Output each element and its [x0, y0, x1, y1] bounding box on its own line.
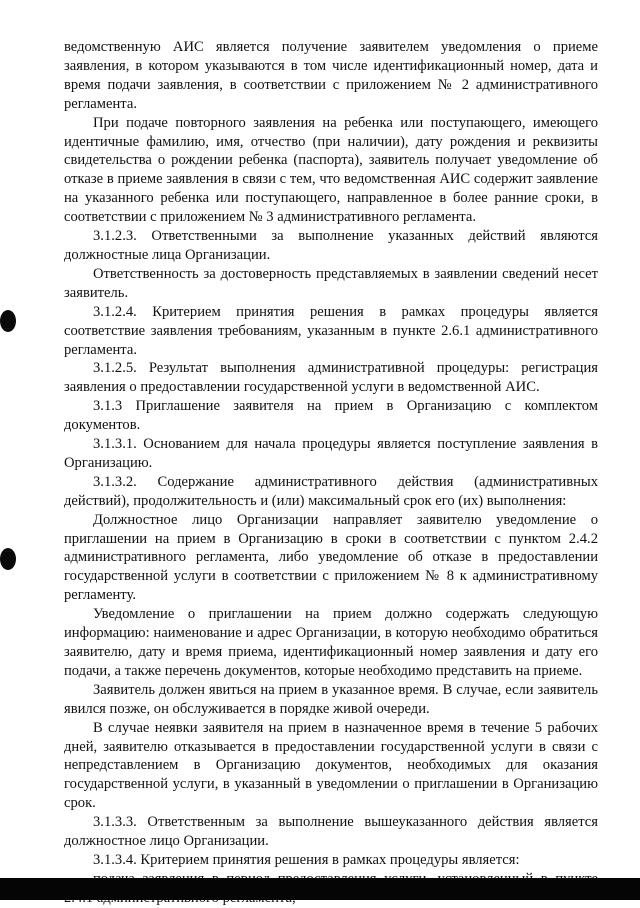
paragraph: 3.1.3.2. Содержание административного действия (административных действий), продолжительность и (или) максимальный срок его (их) выполнения: — [64, 473, 598, 509]
paragraph: Уведомление о приглашении на прием должно содержать следующую информацию: наименование и адрес Организации, в которую необходимо обратиться заявителю, дату и время приема, идентификационный номер заявления и дату его подачи, а также перечень документов, которые необходимо представить на приеме. — [64, 606, 598, 679]
document-page — [64, 38, 598, 908]
paragraph: Должностное лицо Организации направляет заявителю уведомление о приглашении на прием в Организацию в сроки в соответствии с пунктом 2.4.2 административного регламента, либо уведомление об отказе в предоставлении государственной услуги в соответствии с приложением № 8 к административному регламенту. — [64, 511, 598, 604]
paragraph: 3.1.3.1. Основанием для начала процедуры является поступление заявления в Организацию. — [64, 436, 598, 471]
paragraph: 3.1.2.4. Критерием принятия решения в рамках процедуры является соответствие заявления требованиям, указанным в пункте 2.6.1 административного регламента. — [64, 303, 598, 358]
paragraph: 3.1.2.5. Результат выполнения административной процедуры: регистрация заявления о предоставлении государственной услуги в ведомственной АИС. — [64, 360, 598, 396]
paragraph: Ответственность за достоверность представляемых в заявлении сведений несет заявитель. — [64, 265, 598, 301]
paragraph: 3.1.3.4. Критерием принятия решения в рамках процедуры является: — [93, 851, 520, 868]
paragraph: При подаче повторного заявления на ребенка или поступающего, имеющего идентичные фамилию, имя, отчество (при наличии), дату рождения и реквизиты свидетельства о рождении ребенка (паспорта), заявитель получает уведомление об отказе в приеме заявления в связи с тем, что ведомственная АИС содержит заявление на указанного ребенка или поступающего, направленное в более ранние сроки, в соответствии с приложением № 3 административного регламента. — [64, 114, 598, 226]
paragraph: 3.1.3.3. Ответственным за выполнение вышеуказанного действия является должностное лицо Организации. — [64, 814, 598, 850]
punch-hole-top — [0, 310, 16, 332]
paragraph: В случае неявки заявителя на прием в назначенное время в течение 5 рабочих дней, заявителю отказывается в предоставлении государственной услуги в связи с непредставлением в Организацию документов, необходимых для оказания государственной услуги, в указанный в уведомлении о приглашении в Организацию срок. — [64, 719, 598, 812]
paragraph: 3.1.3 Приглашение заявителя на прием в Организацию с комплектом документов. — [64, 398, 598, 434]
paragraph: 3.1.2.3. Ответственными за выполнение указанных действий являются должностные лица Организации. — [64, 228, 598, 263]
paragraph: ведомственную АИС является получение заявителем уведомления о приеме заявления, в котором указываются в том числе идентификационный номер, дата и время подачи заявления, в соответствии с приложением № 2 административного регламента. — [64, 39, 598, 112]
paragraph: Заявитель должен явиться на прием в указанное время. В случае, если заявитель явился позже, он обслуживается в порядке живой очереди. — [64, 681, 598, 717]
scan-edge-bar — [0, 878, 640, 900]
punch-hole-bottom — [0, 548, 16, 570]
